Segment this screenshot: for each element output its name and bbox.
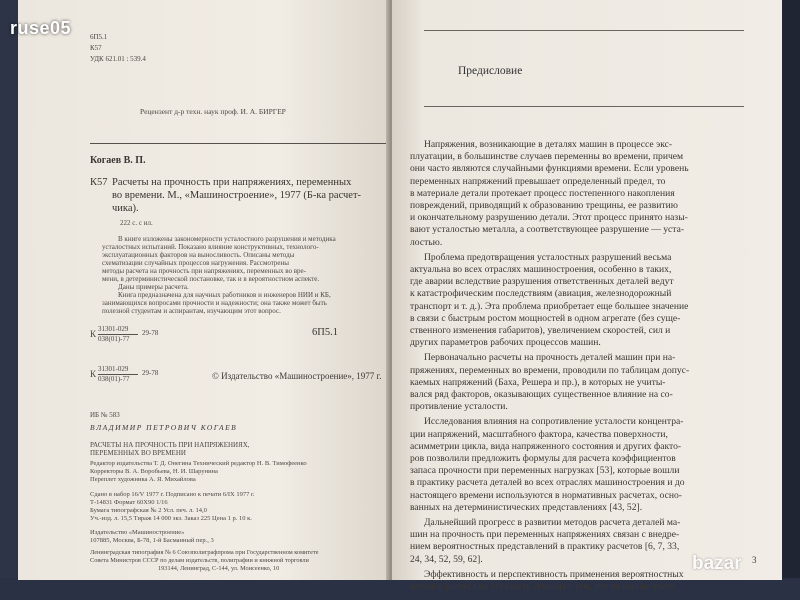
udk-index: УДК 621.01 : 539.4 — [90, 55, 146, 63]
paragraph-line: противление усталости. — [410, 401, 508, 413]
paragraph-line: лостью. — [410, 236, 443, 248]
section-heading: Предисловие — [458, 65, 523, 77]
catalog-mark-top: К57 — [90, 44, 102, 52]
pages-count: 222 с. с ил. — [120, 219, 153, 227]
left-page — [18, 0, 390, 580]
imprint-line: Сдано в набор 16/V 1977 г. Подписано к печати 6/IX 1977 г. — [90, 491, 255, 498]
paragraph-line: актуальна во всех отраслях машиностроения, особенно в таких, — [410, 264, 672, 275]
reviewer: Рецензент д-р техн. наук проф. И. А. БИРГЕР — [140, 107, 286, 116]
paragraph-line: где аварии вследствие разрушения ответственных деталей ведут — [410, 276, 674, 288]
printer-line: 193144, Ленинград, С-144, ул. Моисеенко, 10 — [158, 565, 280, 572]
credits-line: Переплет художника А. Я. Михайлова — [90, 476, 196, 483]
bazar-logo: bazar — [692, 553, 742, 574]
paragraph-line: в связи с быстрым ростом мощностей в одном агрегате (без суще- — [410, 312, 681, 324]
paragraph-line: ров позволили предложить формулы для расчета коэффициентов — [410, 453, 676, 464]
book-cover-edge-bottom — [0, 578, 800, 600]
code-suffix: 29-78 — [142, 369, 159, 377]
printer-line: Ленинградская типография № 6 Союзполиграфпрома при Государственном комитете — [90, 549, 319, 556]
paragraph-line: плуатации, в большинстве случаев переменны во времени, причем — [410, 151, 684, 163]
author-short: Когаев В. П. — [90, 155, 146, 166]
annotation-line: усталостных испытаний. Показано влияние конструктивных, технолого- — [102, 243, 319, 251]
paragraph-line: в практику расчета деталей во всех отраслях машиностроения и до — [410, 477, 685, 489]
annotation-line: мени, в детерминистической постановке, так и в вероятностном аспекте. — [102, 275, 320, 283]
annotation-line: занимающихся вопросами прочности и надежности; она также может быть — [102, 299, 327, 307]
code-k: К — [90, 329, 97, 339]
credits-line: Корректоры В. А. Воробьева, Н. И. Шарунина — [90, 468, 218, 475]
code-k: К — [90, 369, 97, 379]
paragraph-line: каемых напряжений (Баха, Решера и пр.), в которых не учиты- — [410, 376, 666, 388]
imprint-line: Т-14831 Формат 60Х90 1/16 — [90, 499, 168, 506]
paragraph-line: других параметров рабочих процессов машин. — [410, 337, 601, 349]
paragraph-line: ции напряжений, масштабного фактора, качества поверхности, — [410, 428, 668, 440]
paragraph-line: методов расчета на усталость связаны с тем, что на основе учета — [410, 581, 675, 592]
ib-number: ИБ № 583 — [90, 411, 120, 419]
paragraph-line: переменных напряжений превышает определенный предел, то — [410, 175, 666, 187]
annotation-line: методы расчета на прочность при напряжениях, переменных во вре- — [102, 267, 306, 275]
paragraph-line: вают усталостью металла, а соответствующее разрушение — уста- — [410, 224, 685, 236]
ornament-rule — [424, 106, 744, 107]
paragraph-line: нием вероятностных представлений в практику расчетов [6, 7, 33, — [410, 541, 680, 553]
paragraph-line: Первоначально расчеты на прочность деталей машин при на- — [424, 352, 676, 364]
paragraph-line: Дальнейший прогресс в развитии методов расчета деталей ма- — [424, 517, 681, 528]
author-full: ВЛАДИМИР ПЕТРОВИЧ КОГАЕВ — [90, 423, 238, 432]
paragraph-line: настоящего времени используются в нормативных расчетах, осно- — [410, 489, 682, 501]
paragraph-line: транспорт и т. д.). Эта проблема приобретает еще большее значение — [410, 300, 689, 312]
paragraph-line: повреждений, приводящий к образованию трещины, ее развитию — [410, 200, 678, 211]
paragraph-line: в материале детали протекает процесс постепенного накопления — [410, 187, 675, 199]
annotation-line: эксплуатационных факторов на выносливость. Описаны методы — [102, 251, 295, 259]
paragraph-line: ственного изменения габаритов), увеличением скоростей, сил и — [410, 325, 671, 336]
code-number: 31301-029 — [98, 365, 129, 373]
paragraph-line: 24, 34, 52, 59, 62]. — [410, 553, 483, 565]
imprint-line: Бумага типографская № 2 Усл. печ. л. 14,0 — [90, 507, 207, 514]
publisher-line: Издательство «Машиностроение» — [90, 529, 185, 536]
annotation-line: В книге изложены закономерности усталостного разрушения и методика — [118, 235, 336, 243]
annotation-line: Книга предназначена для научных работников и инженеров НИИ и КБ, — [118, 291, 331, 299]
page-number: 3 — [752, 555, 757, 565]
paragraph-line: пряжениях, переменных во времени, проводили по таблицам допус- — [410, 364, 690, 376]
code-suffix: 29-78 — [142, 329, 159, 337]
printer-line: Совета Министров СССР по делам издательств, полиграфии и книжной торговли — [90, 557, 309, 564]
paragraph-line: они часто являются случайными функциями времени. Если уровень — [410, 163, 689, 175]
paragraph-line: асимметрии цикла, вида напряженного состояния и других факто- — [410, 440, 682, 452]
paragraph-line: Эффективность и перспективность применения вероятностных — [424, 568, 684, 580]
code-number: 31301-029 — [98, 325, 129, 333]
ornament-rule — [424, 30, 744, 31]
title-caps: РАСЧЕТЫ НА ПРОЧНОСТЬ ПРИ НАПРЯЖЕНИЯХ, — [90, 441, 250, 449]
paragraph-line: и окончательному разрушению детали. Этот процесс принято назы- — [410, 212, 688, 224]
paragraph-line: ванных на детерминистических представлениях [43, 52]. — [410, 501, 643, 513]
imprint-line: Уч.-изд. л. 15,5 Тираж 14 000 экз. Заказ 225 Цена 1 р. 10 к. — [90, 515, 252, 522]
card-line: чика). — [112, 203, 139, 214]
publisher-line: 107885, Москва, Б-78, 1-й Басманный пер., 3 — [90, 537, 214, 544]
bbk-index: 6П5.1 — [90, 33, 108, 41]
title-caps: ПЕРЕМЕННЫХ ВО ВРЕМЕНИ — [90, 449, 186, 457]
paragraph-line: запаса прочности при переменных нагрузках [53], которые вошли — [410, 465, 680, 477]
book-cover-edge-left — [0, 0, 20, 600]
credits-line: Редактор издательства Т. Д. Онегина Технический редактор Н. В. Тимофеенко — [90, 460, 307, 467]
class-index: 6П5.1 — [312, 327, 338, 338]
copyright: © Издательство «Машиностроение», 1977 г. — [212, 371, 382, 381]
card-line: во времени. М., «Машиностроение», 1977 (Б-ка расчет- — [112, 190, 362, 201]
right-page — [392, 0, 782, 592]
watermark-ruse05: ruse05 — [10, 18, 72, 38]
paragraph-line: Напряжения, возникающие в деталях машин в процессе экс- — [424, 139, 673, 150]
annotation-line: полезной студентам и аспирантам, изучающим этот вопрос. — [102, 307, 281, 315]
paragraph-line: Проблема предотвращения усталостных разрушений весьма — [424, 251, 672, 263]
catalog-mark: К57 — [90, 177, 108, 188]
paragraph-line: вался ряд факторов, оказывающих существенное влияние на со- — [410, 389, 673, 400]
card-line: Расчеты на прочность при напряжениях, переменных — [112, 177, 352, 188]
code-number: 038(01)-77 — [98, 335, 130, 343]
annotation-line: Даны примеры расчета. — [118, 283, 189, 291]
code-number: 038(01)-77 — [98, 375, 130, 383]
annotation-line: схематизации случайных процессов нагружения. Рассмотрены — [102, 259, 289, 267]
card-top-rule — [90, 143, 395, 144]
paragraph-line: к катастрофическим последствиям (авиация, железнодорожный — [410, 288, 672, 300]
paragraph-line: шин на прочность при переменных напряжениях связан с внедре- — [410, 529, 680, 541]
paragraph-line: Исследования влияния на сопротивление усталости концентра- — [424, 416, 684, 428]
